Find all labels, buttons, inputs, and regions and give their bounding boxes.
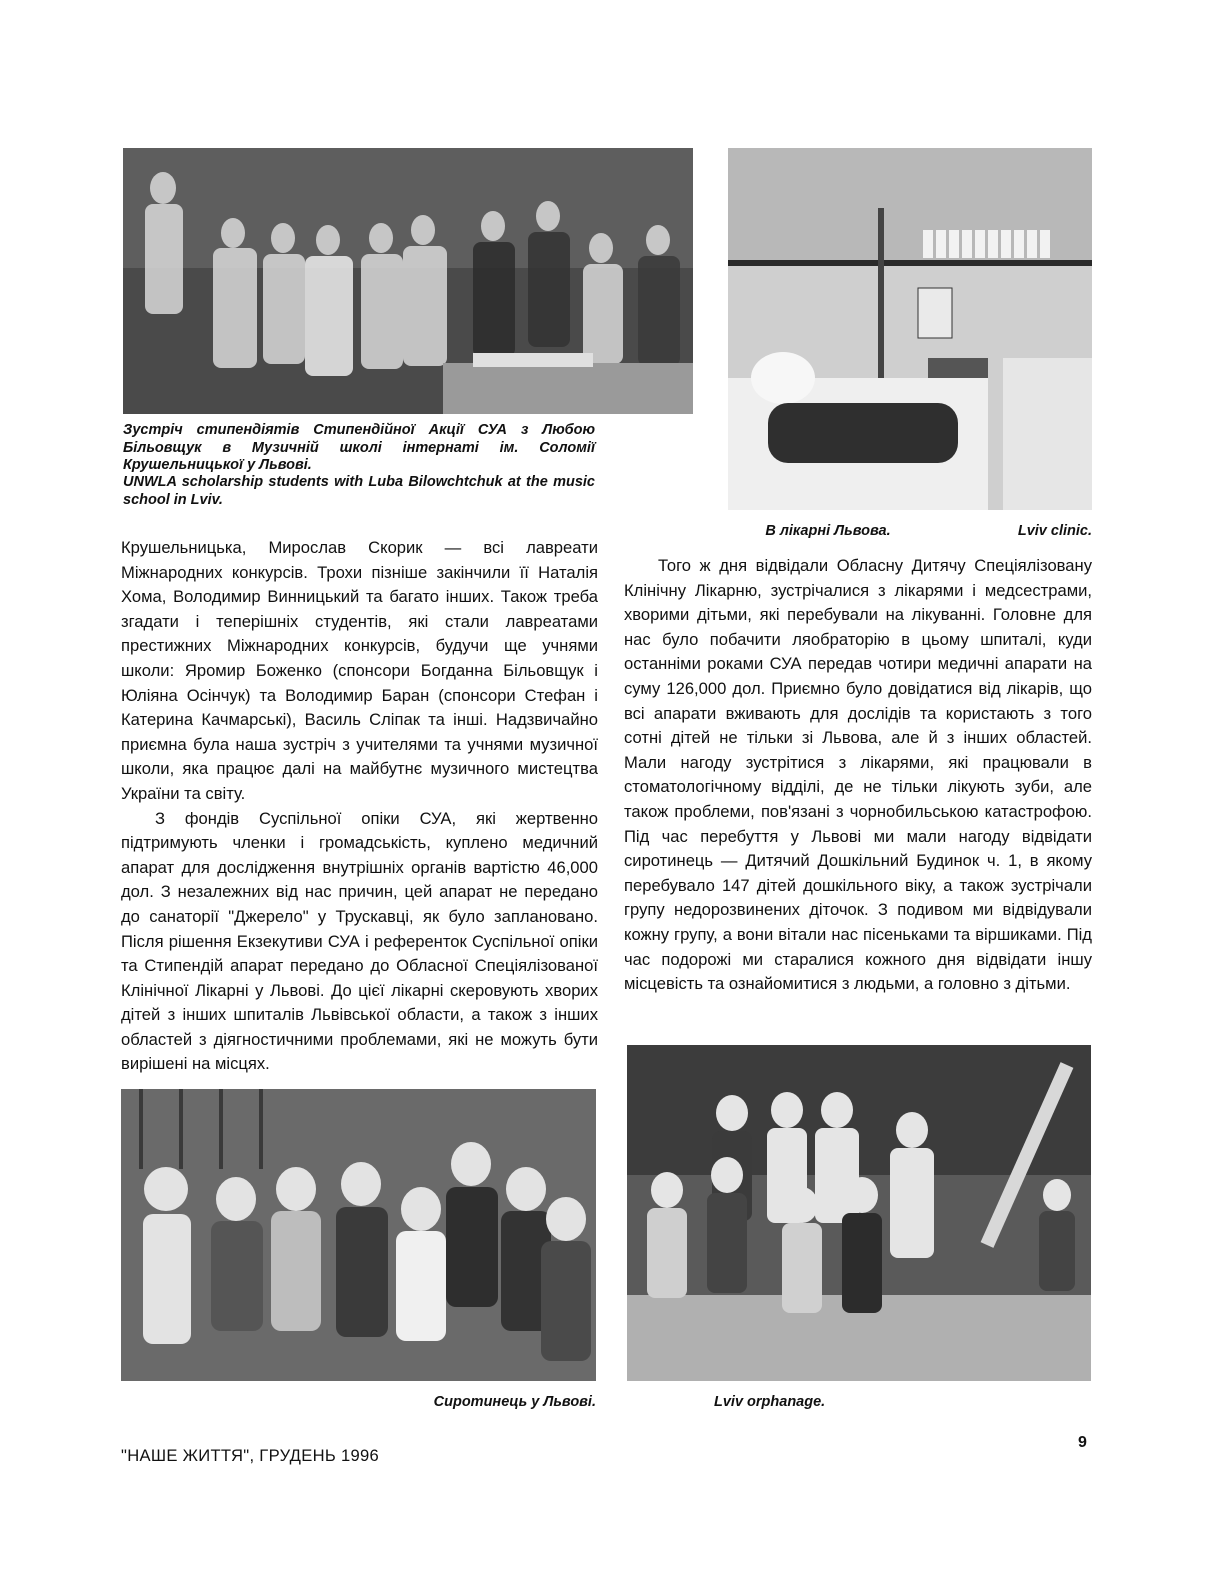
- photo-child-in-hospital-bed: [728, 148, 1092, 510]
- group-photo-scholarship-students: [123, 148, 693, 414]
- right-paragraph-1: Того ж дня відвідали Обласну Дитячу Спеціялізовану Клінічну Лікарню, зустрічалися з лікарями і медсестрами, хворими дітьми, які перебували на лікуванні. Головне для нас було побачити ляобраторію в цьому шпиталі, куди останніми роками СУА передав чотири медичні апарати на суму 126,000 дол. Приємно було довідатися від лікарів, що всі апарати вживають для дослідів та користають з того сотні дітей не тільки зі Львова, але й з інших областей. Мали нагоду зустрітися з лікарями, які працювали в стоматологічному відділі, де не тільки лікують зуби, але також проблеми, пов'язані з чорнобильською катастрофою. Під час перебуття у Львові ми мали нагоду відвідати сиротинець — Дитячий Дошкільний Будинок ч. 1, в якому перебувало 147 дітей дошкільного віку, а також зустрічали групу недорозвинених діточок. З подивом ми відвідували кожну групу, а вони вітали нас пісеньками та віршиками. Під час подорожі ми старалися кожного дня відвідати іншу місцевість та ознайомитися з людьми, а головно з дітьми.: [624, 556, 1092, 994]
- scholarship-caption-ukrainian: Зустріч стипендіятів Стипендійної Акції СУА з Любою Більовщук в Музичній школі інтернаті ім. Соломії Крушельницької у Львові.: [123, 422, 595, 473]
- page-number: 9: [1078, 1434, 1087, 1451]
- left-paragraph-1: Крушельницька, Мирослав Скорик — всі лавреати Міжнародних конкурсів. Трохи пізніше закінчили її Наталія Хома, Володимир Винницький та багато інших. Також треба згадати і теперішніх студентів, які стали лавреатами престижних Міжнародних конкурсів, будучи ще учнями школи: Яромир Боженко (спонсори Богданна Більовщук і Юліяна Осінчук) та Володимир Баран (спонсори Стефан і Катерина Качмарські), Василь Сліпак та інші. Надзвичайно приємна була наша зустріч з учителями та учнями музичної школи, яка працює далі на майбутнє музичного мистецтва України та світу.: [121, 538, 598, 803]
- scholarship-caption-english: UNWLA scholarship students with Luba Bilowchtchuk at the music school in Lviv.: [123, 474, 595, 508]
- left-text-column: [121, 536, 598, 1077]
- right-text-column: [624, 554, 1092, 997]
- clinic-caption-ukrainian: В лікарні Львова.: [765, 523, 891, 539]
- left-paragraph-2: З фондів Суспільної опіки СУА, які жертвенно підтримують членки і громадськість, куплено медичний апарат для дослідження внутрішніх органів вартістю 46,000 дол. З незалежних від нас причин, цей апарат не передано до санаторії "Джерело" у Трускавці, як було заплановано. Після рішення Екзекутиви СУА і референток Суспільної опіки та Стипендій апарат передано до Обласної Спеціялізованої Клінічної Лікарні у Львові. До цієї лікарні скеровують хворих дітей з інших шпиталів Львівської области, а також з інших областей з діягностичними проблемами, які не можуть бути вирішені на місцях.: [121, 808, 598, 1074]
- photo-children-group: [121, 1089, 596, 1381]
- orphanage-caption-ukrainian: Сиротинець у Львові.: [433, 1394, 596, 1410]
- publication-footer: "НАШЕ ЖИТТЯ", ГРУДЕНЬ 1996: [121, 1446, 380, 1465]
- photo-children-outdoors: [627, 1045, 1091, 1381]
- orphanage-caption-english: Lviv orphanage.: [714, 1394, 826, 1410]
- clinic-caption-english: Lviv clinic.: [1017, 523, 1092, 539]
